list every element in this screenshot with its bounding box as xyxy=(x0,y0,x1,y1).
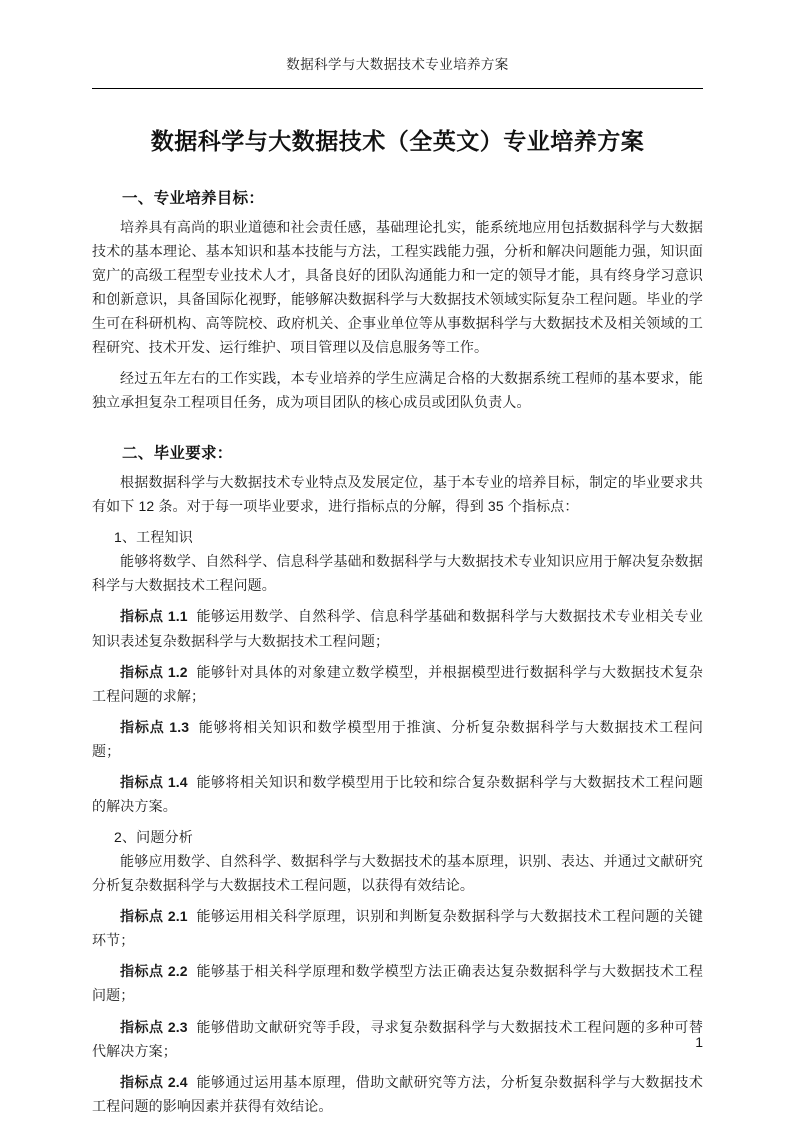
indicator-text: 能够将相关知识和数学模型用于推演、分析复杂数据科学与大数据技术工程问题； xyxy=(92,718,703,759)
paragraph-objectives-2: 经过五年左右的工作实践，本专业培养的学生应满足合格的大数据系统工程师的基本要求，能独立承担复杂工程项目任务，成为项目团队的核心成员或团队负责人。 xyxy=(92,369,703,411)
indicator-1-2 xyxy=(92,660,703,708)
paragraph-requirements-intro: 根据数据科学与大数据技术专业特点及发展定位，基于本专业的培养目标，制定的毕业要求共有如下 12 条。对于每一项毕业要求，进行指标点的分解，得到 35 个指标点： xyxy=(92,474,703,515)
indicator-1-1 xyxy=(92,604,703,652)
indicator-1-4 xyxy=(92,770,703,818)
indicator-text: 能够运用数学、自然科学、信息科学基础和数据科学与大数据技术专业相关专业知识表述复杂数据科学与大数据技术工程问题； xyxy=(92,608,703,649)
requirement-heading-2: 2、问题分析 xyxy=(114,829,193,846)
document-content xyxy=(92,112,703,1118)
indicator-text: 能够运用相关科学原理，识别和判断复杂数据科学与大数据技术工程问题的关键环节； xyxy=(92,908,703,949)
indicator-2-1 xyxy=(92,904,703,952)
indicator-label: 指标点 1.3 xyxy=(120,718,190,735)
indicator-label: 指标点 2.1 xyxy=(120,908,188,925)
indicator-label: 指标点 1.4 xyxy=(120,773,188,790)
page-title: 数据科学与大数据技术（全英文）专业培养方案 xyxy=(150,128,645,154)
indicator-text: 能够基于相关科学原理和数学模型方法正确表达复杂数据科学与大数据技术工程问题； xyxy=(92,963,703,1004)
indicator-2-4 xyxy=(92,1070,703,1118)
requirement-description-2: 能够应用数学、自然科学、数据科学与大数据技术的基本原理，识别、表达、并通过文献研究分析复杂数据科学与大数据技术工程问题，以获得有效结论。 xyxy=(92,853,703,894)
header-running-title: 数据科学与大数据技术专业培养方案 xyxy=(286,57,509,72)
indicator-1-3 xyxy=(92,715,703,763)
indicator-label: 指标点 2.2 xyxy=(120,963,188,980)
indicator-text: 能够借助文献研究等手段，寻求复杂数据科学与大数据技术工程问题的多种可替代解决方案； xyxy=(92,1018,703,1059)
requirement-heading-1: 1、工程知识 xyxy=(114,529,193,546)
paragraph-objectives-1: 培养具有高尚的职业道德和社会责任感，基础理论扎实，能系统地应用包括数据科学与大数据技术的基本理论、基本知识和基本技能与方法，工程实践能力强，分析和解决问题能力强，知识面宽广的高级工程型专业技术人才，具备良好的团队沟通能力和一定的领导才能，具有终身学习意识和创新意识，具备国际化视野，能够解决数据科学与大数据技术领域实际复杂工程问题。毕业的学生可在科研机构、高等院校、政府机关、企事业单位等从事数据科学与大数据技术及相关领域的工程研究、技术开发、运行维护、项目管理以及信息服务等工作。 xyxy=(92,218,703,355)
page-header xyxy=(92,56,703,75)
indicator-label: 指标点 1.1 xyxy=(120,608,188,625)
indicator-2-2 xyxy=(92,959,703,1007)
indicator-text: 能够通过运用基本原理，借助文献研究等方法，分析复杂数据科学与大数据技术工程问题的影响因素并获得有效结论。 xyxy=(92,1073,703,1114)
indicator-label: 指标点 2.3 xyxy=(120,1018,188,1035)
indicator-text: 能够将相关知识和数学模型用于比较和综合复杂数据科学与大数据技术工程问题的解决方案。 xyxy=(92,773,703,814)
indicator-label: 指标点 2.4 xyxy=(120,1073,188,1090)
indicator-text: 能够针对具体的对象建立数学模型，并根据模型进行数据科学与大数据技术复杂工程问题的求解； xyxy=(92,663,703,704)
section-heading-objectives: 一、专业培养目标： xyxy=(122,189,265,207)
requirement-description-1: 能够将数学、自然科学、信息科学基础和数据科学与大数据技术专业知识应用于解决复杂数据科学与大数据技术工程问题。 xyxy=(92,553,703,594)
page-number: 1 xyxy=(695,1034,703,1050)
header-divider xyxy=(92,88,703,89)
indicator-label: 指标点 1.2 xyxy=(120,663,188,680)
section-heading-graduation-requirements: 二、毕业要求： xyxy=(122,445,233,463)
